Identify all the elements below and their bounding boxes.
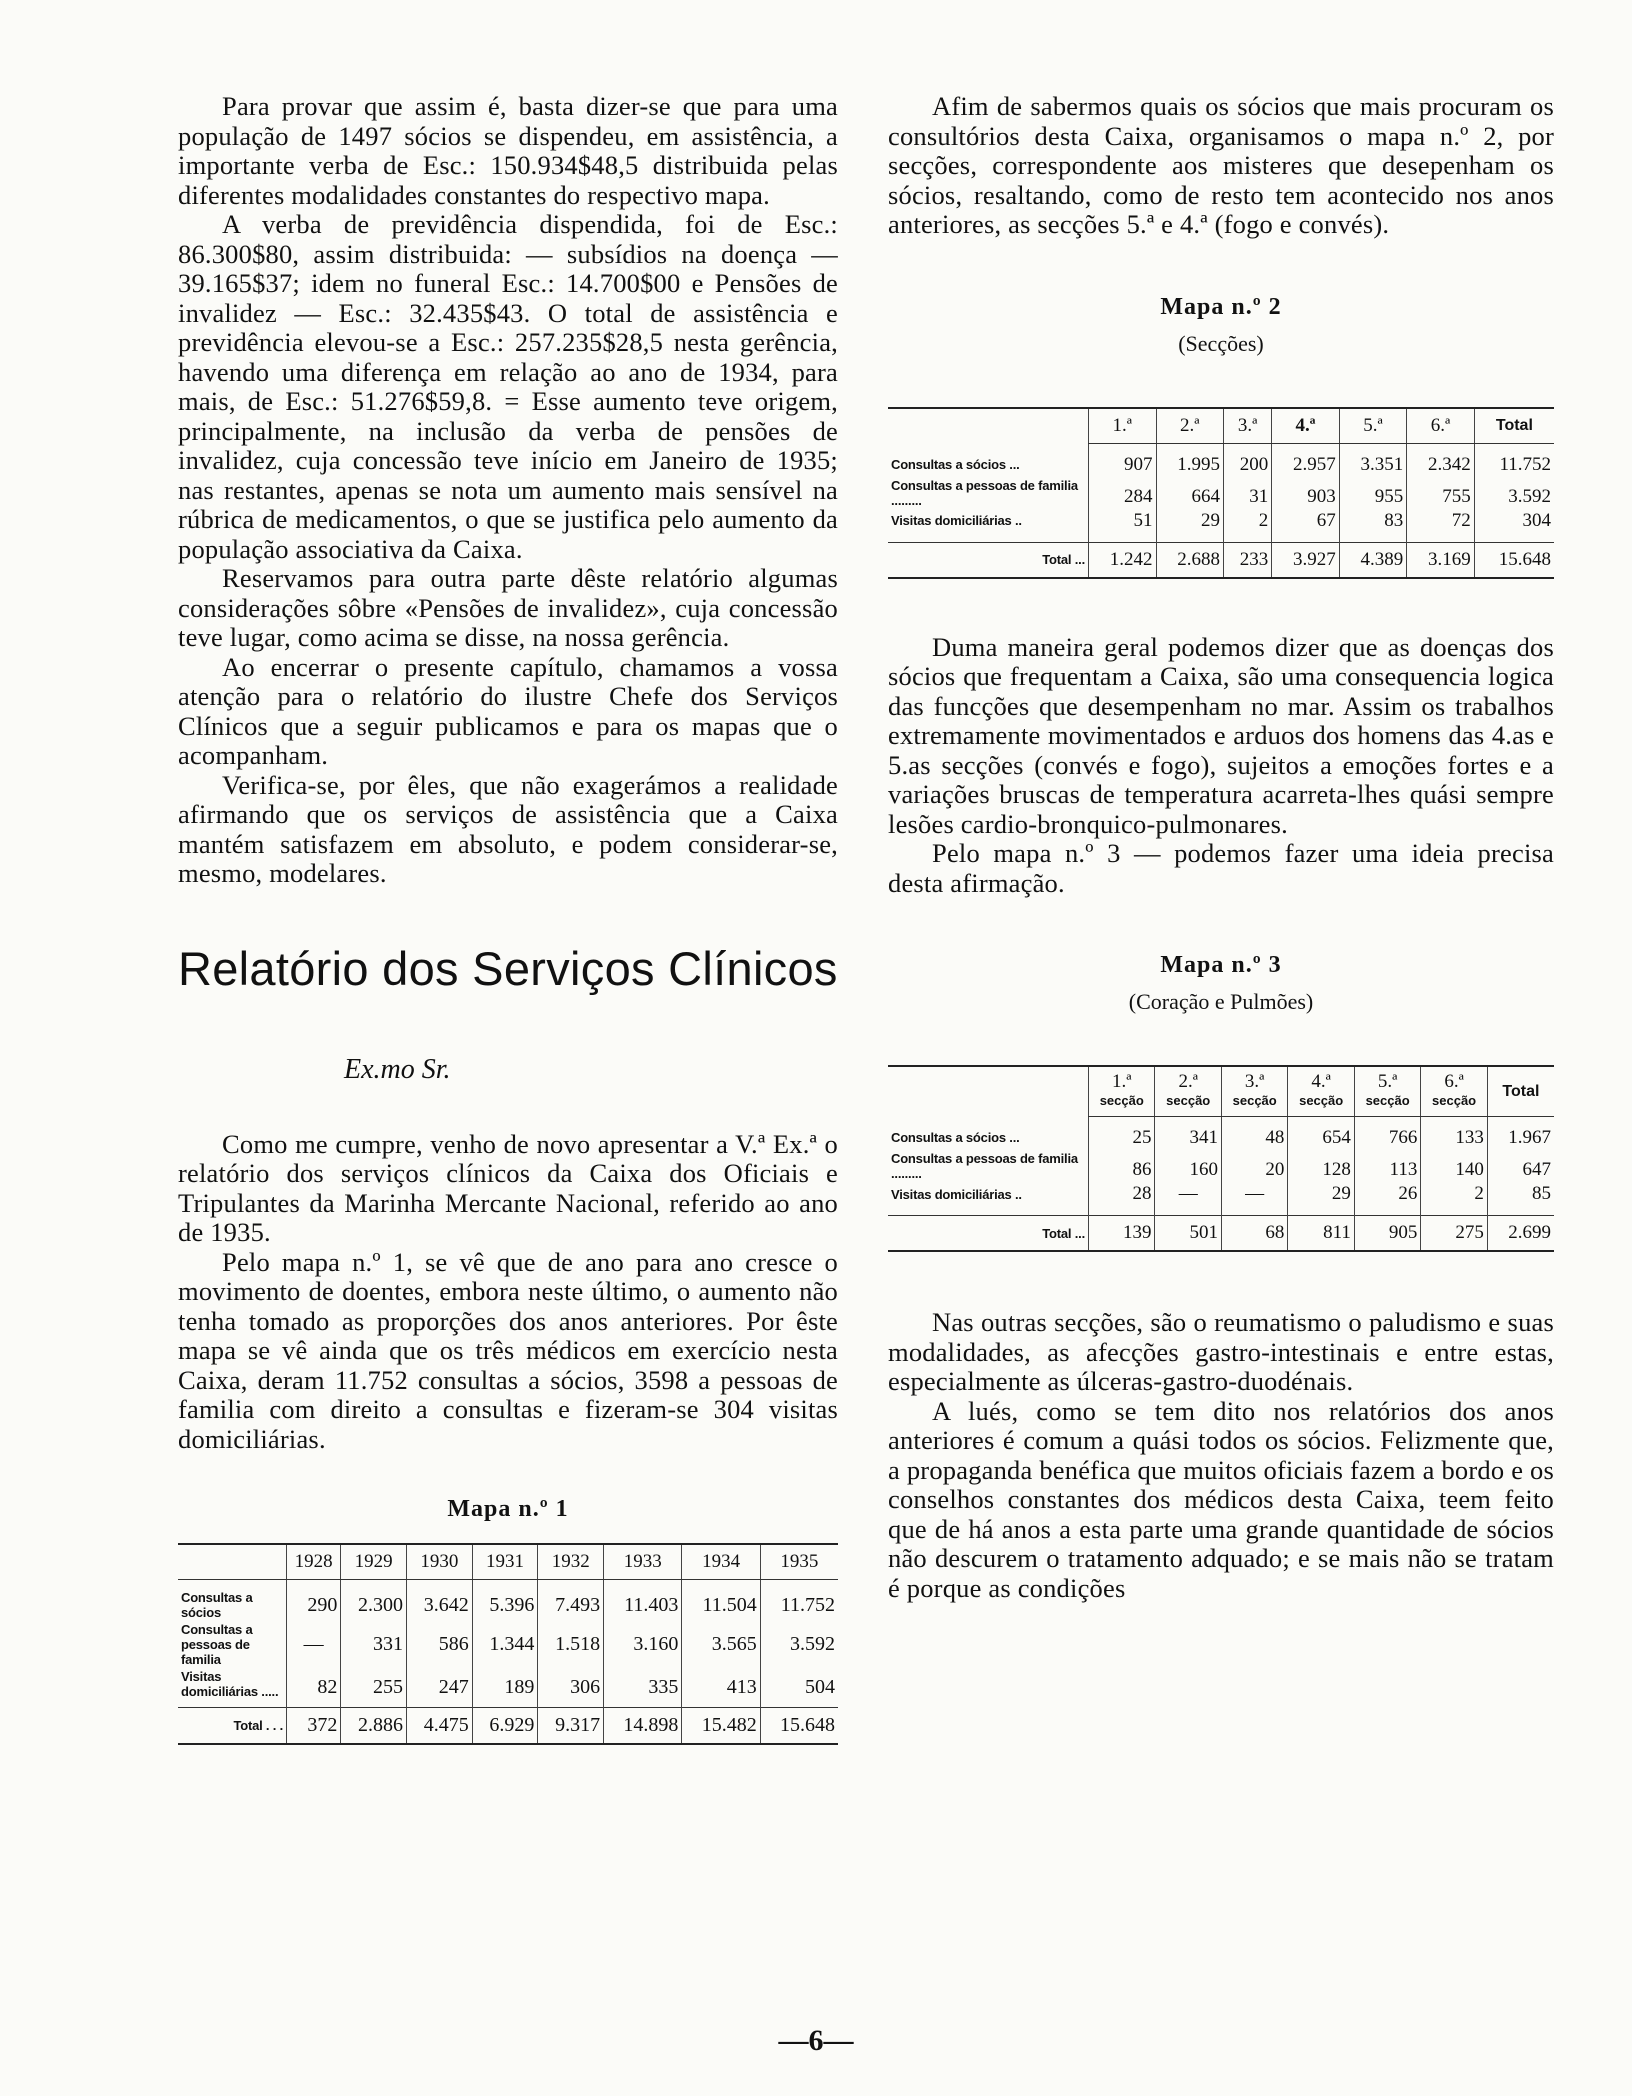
cell: 2.688 (1156, 542, 1224, 578)
table-row (178, 1668, 838, 1708)
cell: 140 (1421, 1150, 1487, 1182)
cell: 67 (1272, 509, 1340, 543)
column-header: Total (1487, 1066, 1554, 1117)
cell: 413 (682, 1668, 760, 1708)
cell: 11.403 (604, 1580, 682, 1622)
cell: 68 (1221, 1216, 1287, 1252)
map-2 (888, 294, 1554, 579)
cell: 2 (1224, 509, 1272, 543)
cell: 28 (1089, 1182, 1155, 1216)
cell: 504 (760, 1668, 838, 1708)
cell: 335 (604, 1668, 682, 1708)
stub-header (178, 1544, 287, 1580)
paragraph: Nas outras secções, são o reumatismo o paludismo e suas modalidades, as afecções gastro-intestinais e entre estas, especialmente as úlceras-gastro-duodénais. (888, 1307, 1554, 1396)
stub-header (888, 408, 1089, 444)
table-row (178, 1580, 838, 1622)
table-row (888, 1150, 1554, 1182)
header-sub: secção (1299, 1093, 1344, 1108)
paragraph: A lués, como se tem dito nos relatórios dos anos anteriores é comum a quási todos os sócios. Felizmente que, a propaganda benéfica que muitos oficiais fazem a bordo e os conselhos constantes dos médicos desta Caixa, teem feito que de há anos a esta parte uma grande quantidade de sócios não descurem o tratamento adquado; e se mais não se tratam é porque as condições (888, 1395, 1554, 1603)
column-header: Total (1474, 408, 1554, 444)
paragraph: Reservamos para outra parte dêste relatório algumas considerações sôbre «Pensões de invalidez», cuja concessão teve lugar, como acima se disse, na nossa gerência. (178, 563, 838, 652)
cell: 15.648 (760, 1708, 838, 1745)
table-row (178, 1621, 838, 1668)
map-1 (178, 1496, 838, 1745)
row-label: Consultas a sócios (181, 1590, 253, 1620)
cell: 113 (1354, 1150, 1420, 1182)
cell: 2 (1421, 1182, 1487, 1216)
cell: 7.493 (538, 1580, 604, 1622)
paragraph: Ao encerrar o presente capítulo, chamamos a vossa atenção para o relatório do ilustre Chefe dos Serviços Clínicos que a seguir publicamos e para os mapas que o acompanham. (178, 651, 838, 770)
column-header (1155, 1066, 1221, 1117)
table-row (888, 1117, 1554, 1151)
cell: 372 (287, 1708, 341, 1745)
cell: 255 (341, 1668, 407, 1708)
cell: 501 (1155, 1216, 1221, 1252)
total-row (888, 542, 1554, 578)
cell: — (1155, 1182, 1221, 1216)
header-ordinal: 1.ª (1111, 1071, 1132, 1092)
cell: 233 (1224, 542, 1272, 578)
section-heading: Relatório dos Serviços Clínicos (178, 941, 838, 995)
cell: 1.242 (1089, 542, 1157, 578)
header-ordinal: 4.ª (1311, 1071, 1331, 1092)
cell: 1.518 (538, 1621, 604, 1668)
column-header: 2.ª (1156, 408, 1224, 444)
cell: 1.967 (1487, 1117, 1554, 1151)
map-subtitle: (Secções) (1178, 330, 1264, 356)
column-header: 1.ª (1089, 408, 1157, 444)
cell: 82 (287, 1668, 341, 1708)
cell: 341 (1155, 1117, 1221, 1151)
header-ordinal: 2.ª (1178, 1071, 1198, 1092)
cell: 2.300 (341, 1580, 407, 1622)
cell: 128 (1288, 1150, 1354, 1182)
header-ordinal: 3.ª (1244, 1071, 1265, 1092)
left-column (178, 92, 838, 1745)
column-header: 3.ª (1224, 408, 1272, 444)
column-header: 4.ª (1272, 408, 1340, 444)
table-row (888, 477, 1554, 509)
cell: 133 (1421, 1117, 1487, 1151)
cell: 3.565 (682, 1621, 760, 1668)
column-header: 1933 (604, 1544, 682, 1580)
cell: 4.389 (1339, 542, 1407, 578)
cell: 2.699 (1487, 1216, 1554, 1252)
cell: 3.642 (407, 1580, 473, 1622)
cell: 247 (407, 1668, 473, 1708)
cell: 200 (1224, 443, 1272, 477)
table-header-row (888, 408, 1554, 444)
paragraph: Duma maneira geral podemos dizer que as doenças dos sócios que frequentam a Caixa, são uma consequencia logica das funcções que desempenham no mar. Assim os trabalhos extremamente movimentados e arduos dos homens das 4.as e 5.as secções (convés e fogo), sujeitos a emoções fortes e a variações bruscas de temperatura acarreta-lhes quási sempre lesões cardio-bronquico-pulmonares. (888, 631, 1554, 839)
cell: 11.504 (682, 1580, 760, 1622)
cell: 586 (407, 1621, 473, 1668)
cell: 275 (1421, 1216, 1487, 1252)
map-title: Mapa n.º 1 (447, 1496, 569, 1522)
header-ordinal: 6.ª (1444, 1071, 1464, 1092)
cell: 4.475 (407, 1708, 473, 1745)
cell: 811 (1288, 1216, 1354, 1252)
column-header (1421, 1066, 1487, 1117)
cell: 6.929 (472, 1708, 538, 1745)
cell: 11.752 (1474, 443, 1554, 477)
column-header: 1928 (287, 1544, 341, 1580)
cell: 664 (1156, 477, 1224, 509)
header-sub: secção (1099, 1093, 1144, 1108)
right-column (888, 92, 1554, 1603)
cell: 331 (341, 1621, 407, 1668)
stub-header (888, 1066, 1089, 1117)
column-header: 1929 (341, 1544, 407, 1580)
cell: — (287, 1621, 341, 1668)
cell: 5.396 (472, 1580, 538, 1622)
cell: 766 (1354, 1117, 1420, 1151)
cell: 29 (1288, 1182, 1354, 1216)
column-header: 1935 (760, 1544, 838, 1580)
column-header (1288, 1066, 1354, 1117)
column-header (1221, 1066, 1287, 1117)
table-header-row (888, 1066, 1554, 1117)
cell: 3.592 (1474, 477, 1554, 509)
map-table (178, 1543, 838, 1745)
cell: 160 (1155, 1150, 1221, 1182)
cell: 11.752 (760, 1580, 838, 1622)
paragraph: Pelo mapa n.º 1, se vê que de ano para ano cresce o movimento de doentes, embora neste último, o aumento não tenha tomado as proporções dos anos anteriores. Por êste mapa se vê ainda que os três médicos em exercício nesta Caixa, deram 11.752 consultas a sócios, 3598 a pessoas de familia com direito a consultas e fizeram-se 304 visitas domiciliárias. (178, 1246, 838, 1454)
paragraph: Afim de sabermos quais os sócios que mais procuram os consultórios desta Caixa, organisamos o mapa n.º 2, por secções, correspondente aos misteres que desepenham os sócios, resaltando, como de resto tem acontecido nos anos anteriores, as secções 5.ª e 4.ª (fogo e convés). (888, 91, 1554, 239)
cell: 31 (1224, 477, 1272, 509)
cell: 85 (1487, 1182, 1554, 1216)
map-title: Mapa n.º 3 (1160, 952, 1282, 978)
cell: 2.886 (341, 1708, 407, 1745)
cell: 15.648 (1474, 542, 1554, 578)
right-text-3 (888, 1308, 1554, 1603)
total-row (178, 1708, 838, 1745)
cell: 903 (1272, 477, 1340, 509)
row-label: Consultas a sócios ... (891, 1130, 1020, 1146)
cell: 306 (538, 1668, 604, 1708)
cell: 20 (1221, 1150, 1287, 1182)
right-text-2 (888, 633, 1554, 899)
row-label: Visitas domiciliárias ..... (181, 1669, 279, 1699)
column-header (1354, 1066, 1420, 1117)
salutation: Ex.mo Sr. (344, 1053, 451, 1085)
row-label: Visitas domiciliárias .. (891, 1186, 1022, 1202)
table-row (888, 509, 1554, 543)
cell: — (1221, 1182, 1287, 1216)
cell: 29 (1156, 509, 1224, 543)
cell: 284 (1089, 477, 1157, 509)
row-label: Consultas a pessoas de familia ......... (891, 477, 1078, 508)
header-sub: secção (1232, 1093, 1277, 1108)
cell: 189 (472, 1668, 538, 1708)
table-row (888, 1182, 1554, 1216)
cell: 1.995 (1156, 443, 1224, 477)
header-sub: secção (1365, 1093, 1410, 1108)
cell: 139 (1089, 1216, 1155, 1252)
row-label: Consultas a pessoas de familia (181, 1622, 253, 1667)
paragraph: A verba de previdência dispendida, foi de Esc.: 86.300$80, assim distribuida: — subsídios na doença — 39.165$37; idem no funeral Esc.: 14.700$00 e Pensões de invalidez — Esc.: 32.435$43. O total de assistência e previdência elevou-se a Esc.: 257.235$28,5 nesta gerência, havendo uma diferença em relação ao ano de 1934, para mais, de Esc.: 51.276$59,8. = Esse aumento teve origem, principalmente, na inclusão da verba de pensões de invalidez, cuja concessão teve início em Janeiro de 1935; nas restantes, apenas se nota um aumento mais sensível na rúbrica de medicamentos, o que se justifica pelo aumento da população associativa da Caixa. (178, 209, 838, 564)
cell: 26 (1354, 1182, 1420, 1216)
row-label: Total ... (888, 1216, 1089, 1252)
cell: 290 (287, 1580, 341, 1622)
header-ordinal: 5.ª (1377, 1071, 1398, 1092)
cell: 907 (1089, 443, 1157, 477)
paragraph: Verifica-se, por êles, que não exagerámos a realidade afirmando que os serviços de assistência que a Caixa mantém satisfazem em absoluto, e podem considerar-se, mesmo, modelares. (178, 769, 838, 888)
cell: 15.482 (682, 1708, 760, 1745)
cell: 2.957 (1272, 443, 1340, 477)
map-3 (888, 952, 1554, 1252)
cell: 25 (1089, 1117, 1155, 1151)
header-sub: secção (1432, 1093, 1477, 1108)
cell: 9.317 (538, 1708, 604, 1745)
row-label: Total . . . (178, 1708, 287, 1745)
column-header (1089, 1066, 1155, 1117)
cell: 955 (1339, 477, 1407, 509)
map-title: Mapa n.º 2 (1160, 293, 1282, 320)
cell: 86 (1089, 1150, 1155, 1182)
row-label: Total ... (888, 542, 1089, 578)
page-number: —6— (778, 2024, 854, 2057)
column-header: 1931 (472, 1544, 538, 1580)
paragraph: Como me cumpre, venho de novo apresentar a V.ª Ex.ª o relatório dos serviços clínicos da Caixa dos Oficiais e Tripulantes da Marinha Mercante Nacional, referido ao ano de 1935. (178, 1128, 838, 1247)
cell: 72 (1407, 509, 1475, 543)
table-header-row (178, 1544, 838, 1580)
cell: 3.169 (1407, 542, 1475, 578)
cell: 3.160 (604, 1621, 682, 1668)
paragraph: Pelo mapa n.º 3 — podemos fazer uma ideia precisa desta afirmação. (888, 838, 1554, 898)
column-header: 5.ª (1339, 408, 1407, 444)
header-sub: secção (1166, 1093, 1211, 1108)
row-label: Visitas domiciliárias .. (891, 513, 1022, 528)
cell: 905 (1354, 1216, 1420, 1252)
cell: 2.342 (1407, 443, 1475, 477)
row-label: Consultas a pessoas de familia ......... (891, 1151, 1078, 1181)
column-header: 1934 (682, 1544, 760, 1580)
paragraph: Para provar que assim é, basta dizer-se que para uma população de 1497 sócios se dispendeu, em assistência, a importante verba de Esc.: 150.934$48,5 distribuida pelas diferentes modalidades constantes do respectivo mapa. (178, 91, 838, 210)
table-row (888, 443, 1554, 477)
cell: 3.592 (760, 1621, 838, 1668)
cell: 14.898 (604, 1708, 682, 1745)
cell: 304 (1474, 509, 1554, 543)
column-header: 1930 (407, 1544, 473, 1580)
cell: 755 (1407, 477, 1475, 509)
column-header: 6.ª (1407, 408, 1475, 444)
cell: 83 (1339, 509, 1407, 543)
column-header: 1932 (538, 1544, 604, 1580)
cell: 3.351 (1339, 443, 1407, 477)
map-table (888, 407, 1554, 579)
cell: 3.927 (1272, 542, 1340, 578)
map-table (888, 1065, 1554, 1252)
cell: 51 (1089, 509, 1157, 543)
cell: 48 (1221, 1117, 1287, 1151)
map-subtitle: (Coração e Pulmões) (1128, 989, 1314, 1014)
cell: 647 (1487, 1150, 1554, 1182)
cell: 1.344 (472, 1621, 538, 1668)
total-row (888, 1216, 1554, 1252)
row-label: Consultas a sócios ... (891, 456, 1020, 472)
cell: 654 (1288, 1117, 1354, 1151)
